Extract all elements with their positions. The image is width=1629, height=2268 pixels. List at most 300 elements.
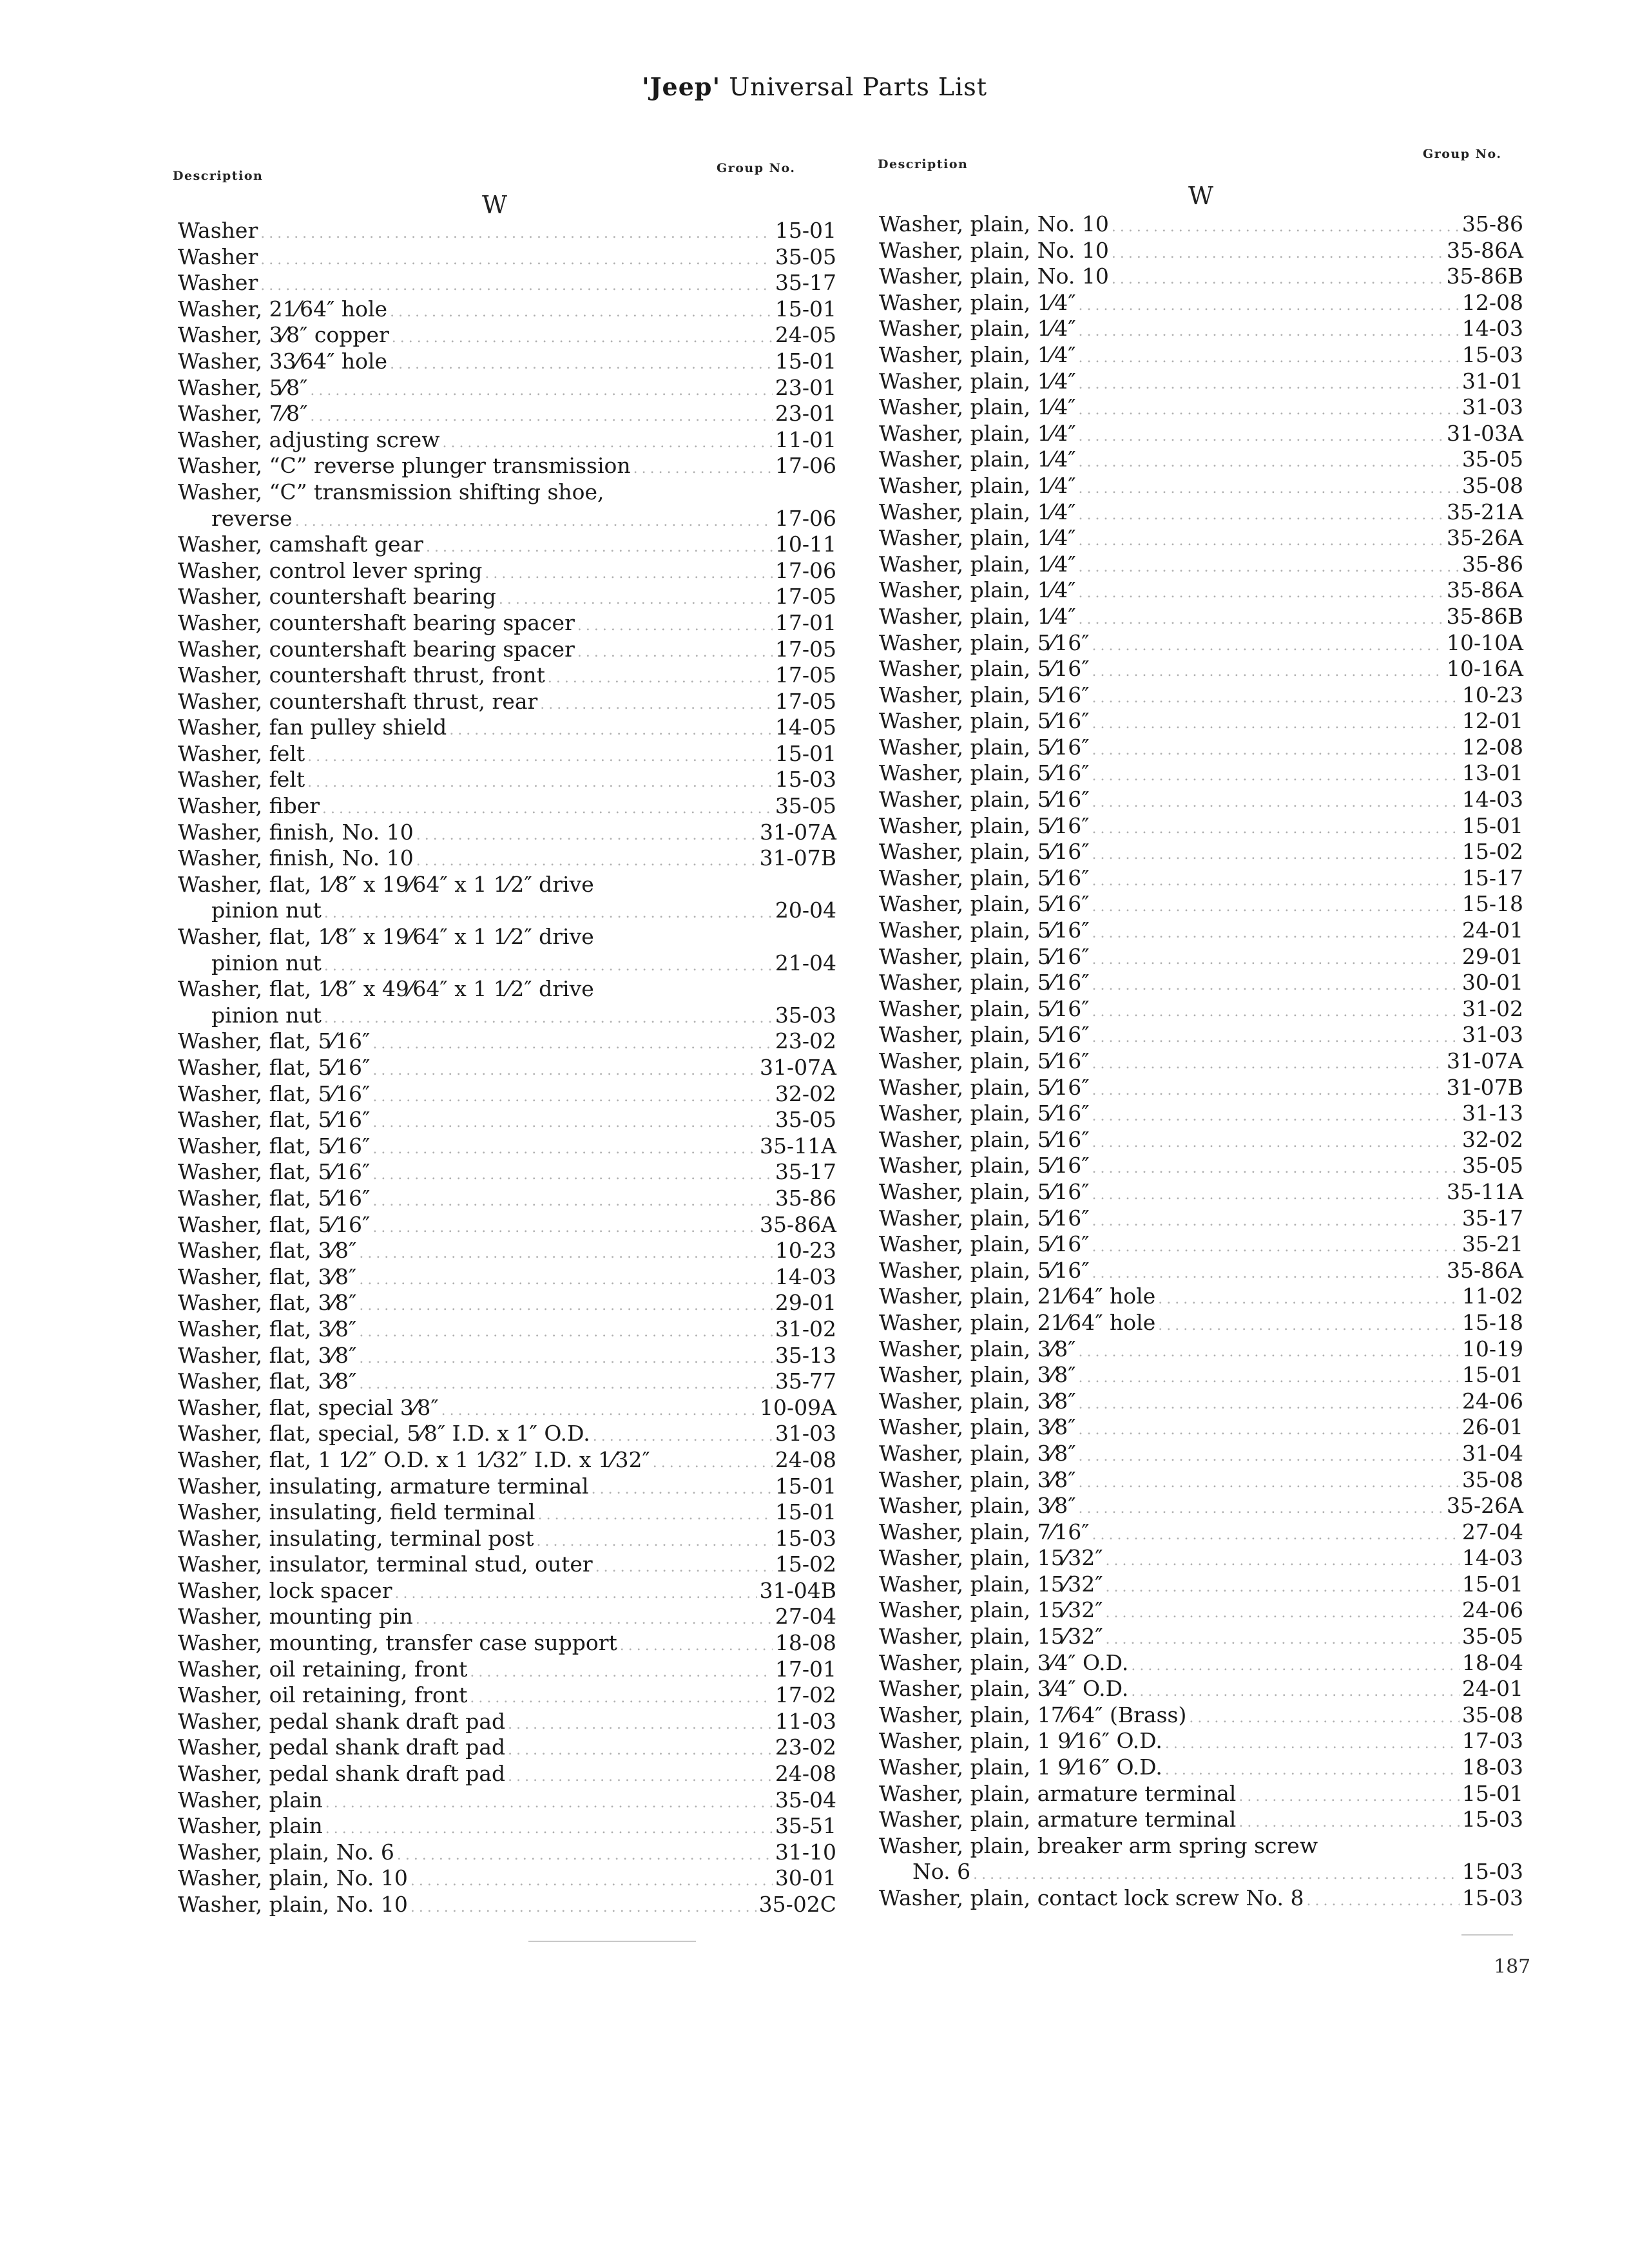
parts-row	[178, 506, 836, 532]
dot-leader	[416, 1607, 773, 1633]
group-number: 23-01	[775, 401, 836, 427]
part-description: Washer, plain	[178, 1787, 323, 1812]
group-number: 23-01	[775, 374, 836, 400]
group-number: 15-03	[1461, 1885, 1523, 1910]
dot-leader	[548, 666, 773, 692]
parts-row	[879, 1414, 1523, 1441]
parts-row	[178, 662, 836, 689]
part-description: Washer, plain, No. 6	[178, 1839, 394, 1865]
group-number: 15-03	[1461, 1807, 1523, 1832]
part-description: reverse	[211, 505, 293, 531]
group-number: 30-01	[775, 1865, 836, 1891]
parts-row	[178, 1133, 836, 1160]
part-description: Washer, plain, 1⁄4″	[879, 420, 1076, 446]
group-number: 17-01	[775, 1656, 836, 1682]
part-description: Washer, plain, 1⁄4″	[879, 316, 1076, 341]
group-number: 31-03A	[1447, 420, 1523, 446]
part-description: Washer, plain, 21⁄64″ hole	[879, 1309, 1156, 1335]
parts-row	[879, 211, 1523, 238]
part-description: Washer, plain, No. 10	[178, 1892, 408, 1917]
part-description: Washer, flat, 5⁄16″	[178, 1107, 371, 1133]
part-description: Washer, plain, 1 9⁄16″ O.D.	[879, 1754, 1162, 1780]
parts-row	[178, 820, 836, 846]
group-number: 10-10A	[1447, 629, 1523, 655]
group-number: 15-01	[775, 1499, 836, 1525]
dot-leader	[359, 1372, 773, 1398]
left-section-letter: W	[482, 191, 508, 219]
parts-row	[879, 1676, 1523, 1702]
group-number: 10-16A	[1447, 656, 1523, 682]
dot-leader	[441, 1398, 757, 1425]
parts-row	[879, 735, 1523, 761]
dot-leader	[325, 1816, 773, 1843]
part-description: Washer, plain, 5⁄16″	[879, 1048, 1090, 1073]
parts-row	[879, 1206, 1523, 1232]
parts-row	[879, 604, 1523, 630]
part-description: Washer, countershaft thrust, front	[178, 662, 545, 688]
group-number: 31-03	[1461, 1022, 1523, 1048]
group-number: 35-21A	[1447, 499, 1523, 524]
group-number: 17-06	[775, 557, 836, 583]
dot-leader	[577, 640, 773, 666]
part-description: Washer, countershaft thrust, rear	[178, 688, 538, 714]
group-number: 21-04	[775, 950, 836, 975]
dot-leader	[324, 1006, 773, 1032]
dot-leader	[426, 535, 773, 561]
parts-row	[178, 715, 836, 741]
group-number: 23-02	[775, 1735, 836, 1760]
parts-row	[879, 839, 1523, 865]
dot-leader	[410, 1869, 773, 1895]
group-number: 18-08	[775, 1630, 836, 1656]
dot-leader	[1092, 869, 1460, 895]
parts-row	[178, 924, 836, 950]
parts-row	[178, 584, 836, 610]
group-number: 24-06	[1461, 1597, 1523, 1623]
parts-row	[879, 577, 1523, 604]
part-description: Washer, plain, 5⁄16″	[879, 1126, 1090, 1152]
group-number: 10-19	[1461, 1336, 1523, 1361]
parts-row	[879, 1859, 1523, 1885]
part-description: Washer, plain, 5⁄16″	[879, 787, 1090, 812]
parts-row	[879, 996, 1523, 1023]
parts-row	[178, 1290, 836, 1316]
part-description: Washer, lock spacer	[178, 1577, 392, 1603]
group-number: 24-01	[1461, 1676, 1523, 1702]
dot-leader	[1079, 1418, 1460, 1444]
dot-leader	[359, 1293, 773, 1320]
dot-leader	[1092, 947, 1460, 974]
dot-leader	[392, 325, 773, 352]
part-description: Washer, camshaft gear	[178, 532, 423, 557]
dot-leader	[1079, 398, 1460, 424]
dot-leader	[394, 1581, 757, 1608]
group-number: 31-04	[1461, 1440, 1523, 1466]
group-number: 17-06	[775, 505, 836, 531]
part-description: Washer, plain, 17⁄64″ (Brass)	[879, 1702, 1187, 1727]
part-description: Washer, “C” transmission shifting shoe,	[178, 479, 604, 505]
part-description: Washer, 21⁄64″ hole	[178, 296, 388, 322]
parts-row	[879, 552, 1523, 578]
parts-row	[178, 401, 836, 427]
group-number: 35-26A	[1447, 525, 1523, 551]
part-description: Washer, flat, 3⁄8″	[178, 1342, 357, 1368]
group-number: 31-10	[775, 1839, 836, 1865]
dot-leader	[1106, 1600, 1460, 1627]
group-number: 15-03	[1461, 341, 1523, 367]
part-description: Washer, felt	[178, 767, 305, 793]
part-description: Washer, insulating, terminal post	[178, 1525, 534, 1551]
part-description: Washer, plain, 5⁄16″	[879, 839, 1090, 865]
group-number: 35-86A	[1447, 577, 1523, 603]
dot-leader	[307, 770, 773, 796]
group-number: 35-02C	[758, 1892, 836, 1917]
part-description: Washer, plain, 3⁄4″ O.D.	[879, 1649, 1129, 1675]
dot-leader	[1092, 1182, 1444, 1209]
part-description: Washer	[178, 244, 258, 269]
dot-leader	[1165, 1758, 1460, 1784]
group-number: 35-04	[775, 1787, 836, 1812]
part-description: Washer, oil retaining, front	[178, 1656, 468, 1682]
group-number: 27-04	[1461, 1519, 1523, 1544]
brand-name: 'Jeep'	[641, 72, 721, 101]
part-description: Washer, flat, 5⁄16″	[178, 1211, 371, 1237]
part-description: Washer, flat, 3⁄8″	[178, 1264, 357, 1289]
part-description: Washer, plain, 21⁄64″ hole	[879, 1283, 1156, 1309]
group-number: 17-01	[775, 610, 836, 635]
dot-leader	[359, 1241, 773, 1267]
dot-leader	[1092, 816, 1460, 843]
part-description: Washer, countershaft bearing spacer	[178, 636, 575, 662]
group-number: 24-05	[775, 322, 836, 348]
dot-leader	[324, 901, 773, 927]
part-description: Washer, plain, 3⁄8″	[879, 1440, 1076, 1466]
dot-leader	[1092, 1025, 1460, 1052]
parts-row	[879, 1728, 1523, 1754]
parts-row	[178, 1395, 836, 1421]
group-number: 14-03	[1461, 1545, 1523, 1571]
group-number: 35-86A	[1447, 1257, 1523, 1283]
dot-leader	[593, 1424, 773, 1450]
group-number: 10-23	[775, 1238, 836, 1264]
group-number: 31-03	[775, 1421, 836, 1446]
dot-leader	[1092, 894, 1460, 921]
group-number: 10-09A	[760, 1394, 836, 1420]
group-number: 35-86	[775, 1185, 836, 1211]
part-description: Washer, plain, 1⁄4″	[879, 368, 1076, 394]
group-number: 35-05	[775, 793, 836, 819]
group-number: 13-01	[1461, 760, 1523, 786]
group-number: 15-01	[775, 218, 836, 243]
dot-leader	[359, 1346, 773, 1372]
part-description: Washer, plain, contact lock screw No. 8	[879, 1885, 1304, 1910]
parts-row	[178, 1474, 836, 1500]
group-number: 15-01	[775, 348, 836, 374]
part-description: Washer, finish, No. 10	[178, 845, 414, 871]
parts-row	[879, 1493, 1523, 1519]
page-title	[0, 72, 1629, 101]
parts-row	[178, 1840, 836, 1866]
parts-row	[178, 1055, 836, 1081]
parts-row	[178, 1499, 836, 1526]
dot-leader	[1079, 450, 1460, 476]
parts-row	[879, 1127, 1523, 1153]
parts-row	[178, 1343, 836, 1369]
parts-row	[178, 1186, 836, 1212]
group-number: 31-13	[1461, 1100, 1523, 1126]
parts-row	[879, 1441, 1523, 1467]
group-number: 30-01	[1461, 970, 1523, 995]
dot-leader	[470, 1686, 772, 1712]
dot-leader	[372, 1032, 773, 1058]
part-description: Washer, 5⁄8″	[178, 374, 308, 400]
parts-row	[178, 976, 836, 1003]
parts-row	[879, 891, 1523, 918]
part-description: Washer, plain, 1⁄4″	[879, 525, 1076, 551]
part-description: Washer, adjusting screw	[178, 427, 440, 452]
group-number: 31-02	[775, 1316, 836, 1341]
part-description: Washer, plain, 5⁄16″	[879, 1153, 1090, 1178]
dot-leader	[359, 1267, 773, 1294]
dot-leader	[1079, 1340, 1460, 1366]
dot-leader	[1189, 1706, 1460, 1732]
group-number: 24-08	[775, 1446, 836, 1472]
part-description: Washer, plain, 15⁄32″	[879, 1624, 1103, 1649]
part-description: Washer, plain, 1⁄4″	[879, 603, 1076, 629]
parts-row	[879, 1545, 1523, 1571]
dot-leader	[620, 1633, 773, 1660]
dot-leader	[1092, 973, 1460, 999]
part-description: Washer	[178, 270, 258, 296]
dot-leader	[1106, 1548, 1460, 1575]
part-description: pinion nut	[211, 1002, 322, 1028]
group-number: 18-03	[1461, 1754, 1523, 1780]
dot-leader	[390, 352, 773, 378]
dot-leader	[324, 954, 773, 980]
parts-row	[178, 1761, 836, 1787]
part-description: Washer, plain, 15⁄32″	[879, 1571, 1103, 1597]
footer-rule-right	[1461, 1934, 1513, 1936]
dot-leader	[1092, 1261, 1444, 1287]
parts-row	[178, 1081, 836, 1108]
right-column-header-description: Description	[878, 157, 969, 171]
part-description: Washer, plain, 3⁄8″	[879, 1336, 1076, 1361]
parts-row	[178, 453, 836, 479]
part-description: Washer, flat, 3⁄8″	[178, 1316, 357, 1341]
group-number: 23-02	[775, 1028, 836, 1054]
part-description: Washer, plain, 5⁄16″	[879, 1231, 1090, 1257]
parts-row	[879, 473, 1523, 499]
parts-row	[879, 264, 1523, 290]
part-description: Washer, plain, armature terminal	[879, 1780, 1237, 1806]
parts-row	[178, 793, 836, 820]
part-description: Washer, plain, 5⁄16″	[879, 1257, 1090, 1283]
parts-row	[178, 427, 836, 454]
part-description: Washer, mounting pin	[178, 1604, 413, 1629]
parts-row	[178, 322, 836, 349]
group-number: 15-18	[1461, 1309, 1523, 1335]
group-number: 15-01	[1461, 1780, 1523, 1806]
parts-row	[178, 637, 836, 663]
parts-row	[178, 558, 836, 584]
part-description: Washer, fan pulley shield	[178, 715, 447, 740]
dot-leader	[416, 823, 757, 849]
part-description: Washer, pedal shank draft pad	[178, 1708, 506, 1734]
group-number: 31-07B	[759, 845, 836, 871]
parts-row	[879, 1153, 1523, 1179]
group-number: 10-11	[775, 532, 836, 557]
part-description: Washer, finish, No. 10	[178, 819, 414, 845]
part-description: Washer, plain, 1⁄4″	[879, 394, 1076, 420]
parts-row	[879, 1702, 1523, 1729]
dot-leader	[372, 1189, 773, 1215]
part-description: Washer, plain, 7⁄16″	[879, 1519, 1090, 1544]
part-description: Washer, plain, 5⁄16″	[879, 682, 1090, 707]
group-number: 35-05	[1461, 1153, 1523, 1178]
group-number: 31-01	[1461, 368, 1523, 394]
dot-leader	[1079, 1444, 1460, 1470]
dot-leader	[1092, 790, 1460, 816]
part-description: Washer, 33⁄64″ hole	[178, 348, 388, 374]
part-description: Washer, plain, 5⁄16″	[879, 1178, 1090, 1204]
dot-leader	[1092, 633, 1444, 660]
group-number: 14-03	[1461, 787, 1523, 812]
part-description: Washer, plain, 15⁄32″	[879, 1545, 1103, 1571]
left-column-header-description: Description	[173, 169, 264, 183]
parts-row	[879, 342, 1523, 369]
parts-row	[879, 813, 1523, 840]
part-description: Washer, flat, 1 1⁄2″ O.D. x 1 1⁄32″ I.D. x 1⁄32″	[178, 1446, 650, 1472]
parts-row	[178, 610, 836, 637]
dot-leader	[1092, 1130, 1460, 1157]
parts-row	[879, 708, 1523, 735]
dot-leader	[1092, 921, 1460, 947]
dot-leader	[1106, 1627, 1460, 1653]
parts-row	[879, 1075, 1523, 1101]
parts-row	[178, 1264, 836, 1291]
dot-leader	[372, 1058, 757, 1084]
part-description: Washer, plain	[178, 1813, 323, 1839]
group-number: 12-08	[1461, 289, 1523, 315]
parts-row	[178, 349, 836, 375]
part-description: Washer, flat, 5⁄16″	[178, 1081, 371, 1106]
dot-leader	[1092, 659, 1444, 686]
dot-leader	[1079, 503, 1444, 529]
dot-leader	[372, 1137, 757, 1163]
group-number: 17-06	[775, 453, 836, 479]
parts-row	[879, 1571, 1523, 1598]
dot-leader	[1092, 1235, 1460, 1261]
parts-row	[879, 447, 1523, 473]
parts-row	[879, 630, 1523, 657]
parts-row	[178, 1709, 836, 1735]
parts-row	[879, 865, 1523, 892]
part-description: Washer, flat, 5⁄16″	[178, 1028, 371, 1054]
group-number: 35-17	[775, 1159, 836, 1185]
group-number: 31-07A	[760, 819, 836, 845]
dot-leader	[1131, 1653, 1459, 1680]
group-number: 20-04	[775, 898, 836, 923]
group-number: 24-08	[775, 1761, 836, 1787]
dot-leader	[410, 1895, 757, 1921]
group-number: 35-05	[1461, 1624, 1523, 1649]
parts-row	[879, 1258, 1523, 1284]
part-description: Washer, plain, 5⁄16″	[879, 1074, 1090, 1100]
part-description: Washer, mounting, transfer case support	[178, 1630, 617, 1656]
dot-leader	[1092, 764, 1460, 790]
dot-leader	[592, 1477, 773, 1503]
part-description: Washer, plain, 3⁄8″	[879, 1493, 1076, 1519]
dot-leader	[1092, 711, 1460, 738]
group-number: 31-07B	[1446, 1074, 1523, 1100]
dot-leader	[322, 796, 773, 823]
dot-leader	[295, 509, 773, 535]
part-description: Washer, plain, 1⁄4″	[879, 577, 1076, 603]
parts-row	[879, 1389, 1523, 1415]
dot-leader	[310, 404, 772, 430]
part-description: Washer, plain, 5⁄16″	[879, 865, 1090, 890]
parts-row	[178, 767, 836, 793]
group-number: 18-04	[1461, 1649, 1523, 1675]
group-number: 35-86	[1461, 551, 1523, 577]
dot-leader	[1092, 1209, 1460, 1235]
group-number: 35-11A	[760, 1133, 836, 1158]
group-number: 35-11A	[1447, 1178, 1523, 1204]
parts-row	[879, 1310, 1523, 1336]
dot-leader	[633, 456, 773, 483]
dot-leader	[1092, 842, 1460, 869]
parts-row	[178, 1892, 836, 1918]
part-description: Washer, plain, armature terminal	[879, 1807, 1237, 1832]
parts-row	[879, 1519, 1523, 1546]
part-description: Washer, plain, 5⁄16″	[879, 760, 1090, 786]
dot-leader	[372, 1215, 757, 1242]
parts-row	[879, 1048, 1523, 1075]
group-number: 14-03	[775, 1264, 836, 1289]
dot-leader	[1112, 267, 1444, 293]
parts-row	[879, 1283, 1523, 1310]
dot-leader	[537, 1529, 773, 1555]
dot-leader	[1079, 1470, 1460, 1497]
parts-row	[879, 238, 1523, 264]
parts-row	[178, 1578, 836, 1604]
right-section-letter: W	[1188, 182, 1214, 210]
dot-leader	[260, 273, 773, 300]
dot-leader	[372, 1110, 773, 1137]
group-number: 11-03	[775, 1708, 836, 1734]
right-parts-column	[879, 211, 1523, 1912]
part-description: Washer, plain, 3⁄8″	[879, 1388, 1076, 1414]
parts-row	[879, 1624, 1523, 1650]
dot-leader	[1239, 1784, 1460, 1811]
dot-leader	[1079, 345, 1460, 372]
part-description: Washer, plain, 1⁄4″	[879, 289, 1076, 315]
part-description: Washer, plain, 5⁄16″	[879, 1022, 1090, 1048]
part-description: Washer, plain, 1⁄4″	[879, 551, 1076, 577]
dot-leader	[390, 300, 773, 326]
part-description: Washer, plain, 5⁄16″	[879, 943, 1090, 969]
group-number: 10-23	[1461, 682, 1523, 707]
parts-row	[178, 1238, 836, 1264]
part-description: Washer, plain, 5⁄16″	[879, 995, 1090, 1021]
list-title: Universal Parts List	[729, 73, 988, 101]
group-number: 35-21	[1461, 1231, 1523, 1257]
group-number: 35-17	[1461, 1205, 1523, 1231]
part-description: Washer, plain, 3⁄4″ O.D.	[879, 1676, 1129, 1702]
part-description: Washer, plain, 1⁄4″	[879, 499, 1076, 524]
group-number: 35-08	[1461, 472, 1523, 498]
parts-row	[879, 918, 1523, 944]
